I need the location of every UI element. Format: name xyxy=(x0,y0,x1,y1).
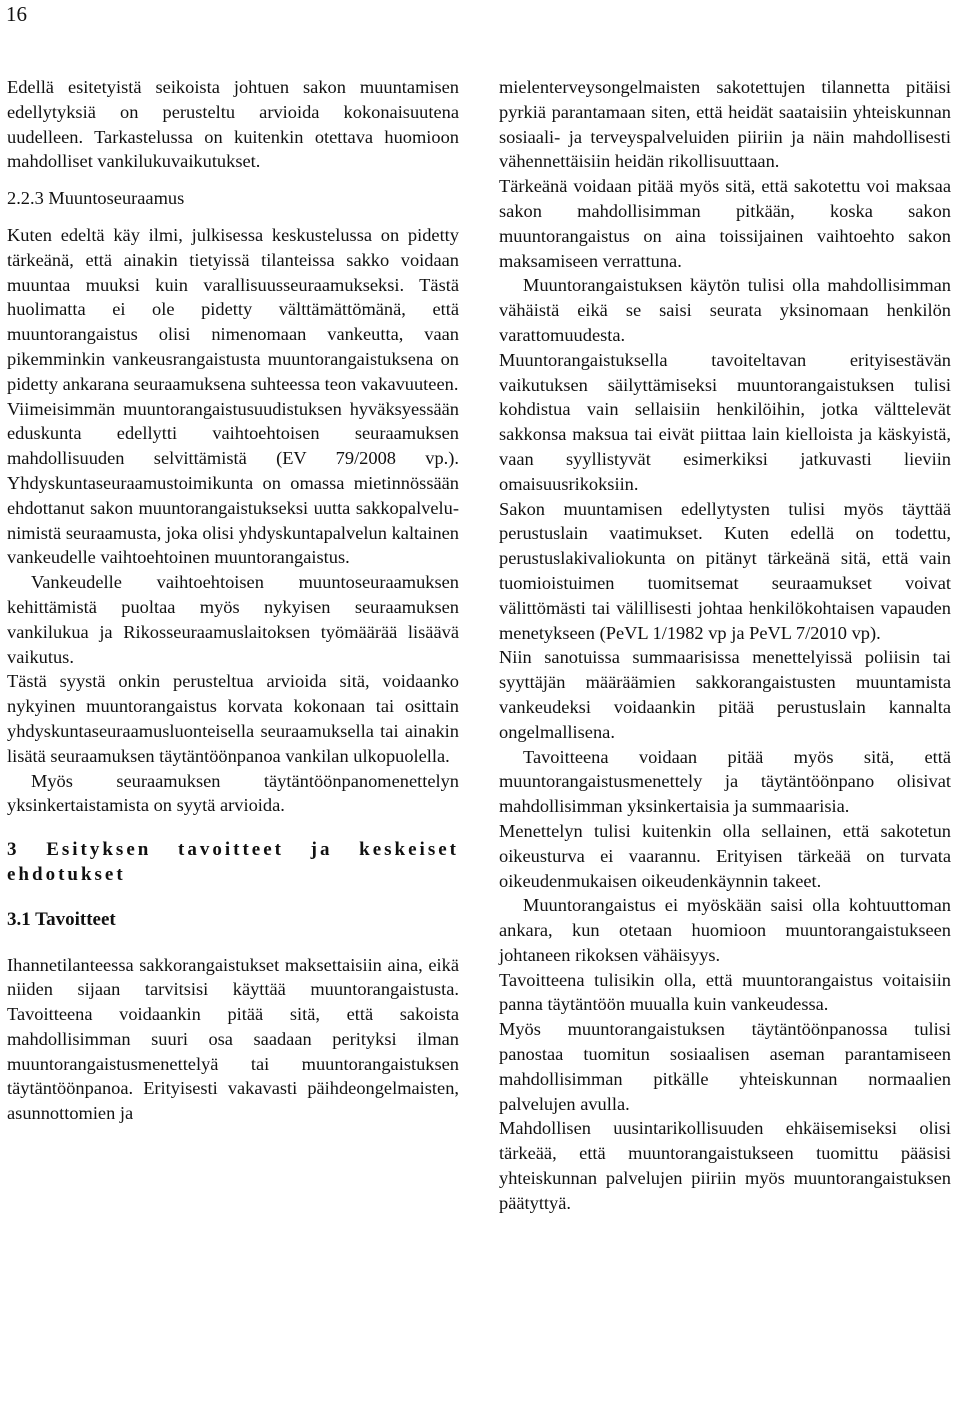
body-paragraph: Menettelyn tulisi kuitenkin olla sellainen, että sakotetun oikeusturva ei vaarannu. Erityisen tärkeää on turvata oikeudenmukaisen oikeudenkäynnin takeet. xyxy=(499,820,951,891)
body-paragraph: Tavoitteena voidaan pitää myös sitä, että muuntorangaistusmenettely ja täytäntöönpano olisivat mahdollisimman yksinkertaisia ja summaarisia. xyxy=(499,746,951,817)
left-column xyxy=(7,75,459,1126)
section-heading-3: 3 Esityksen tavoitteet ja keskeiset ehdotukset xyxy=(7,839,459,885)
body-paragraph: Mahdollisen uusintarikollisuuden ehkäisemiseksi olisi tärkeää, että muuntorangaistukseen tuomittu pääsisi yhteiskunnan palvelujen piiriin myös muuntorangaistuksen päätyttyä. xyxy=(499,1118,951,1213)
body-paragraph: Tästä syystä onkin perusteltua arvioida sitä, voidaanko nykyinen muuntorangaistus korvata kokonaan tai osittain yhdyskuntaseuraamusluonteisella seuraamuksella tai ainakin lisätä seuraamuksen täytäntöönpanoa vankilan ulkopuolella. xyxy=(7,671,459,766)
body-paragraph: Vankeudelle vaihtoehtoisen muuntoseuraamuksen kehittämistä puoltaa myös nykyisen seuraamuksen vankilukua ja Rikosseuraamuslaitoksen työmäärää lisäävä vaikutus. xyxy=(7,572,459,667)
body-paragraph: Myös seuraamuksen täytäntöönpanomenettelyn yksinkertaistamista on syytä arvioida. xyxy=(7,770,459,816)
right-column xyxy=(499,75,951,1216)
body-paragraph: Viimeisimmän muuntorangaistusuudistuksen hyväksyessään eduskunta edellytti vaihtoehtoisen seuraamuksen mahdollisuuden selvittämistä (EV 79/2008 vp.). Yhdyskuntaseuraamustoimikunta on omassa mietinnössään ehdottanut sakon muuntorangaistukseksi uutta sakkopalvelu- nimistä seuraamusta, joka olisi yhdyskuntapalvelun kaltainen vankeudelle vaihtoehtoinen muuntorangaistus. xyxy=(7,398,459,568)
body-paragraph: Ihannetilanteessa sakkorangaistukset maksettaisiin aina, eikä niiden sijaan tarvitsisi käyttää muuntorangaistusta. Tavoitteena voidaankin pitää sitä, että sakoista mahdollisimman suuri osa saadaan perityksi ilman muuntorangaistusmenettelyä tai muuntorangaistuksen täytäntöönpanoa. Erityisesti vakavasti päihdeongelmaisten, asunnottomien ja xyxy=(7,954,459,1124)
body-paragraph: mielenterveysongelmaisten sakotettujen tilannetta pitäisi pyrkiä parantamaan siten, että heidät saataisiin yhteiskunnan sosiaali- ja terveyspalveluiden piiriin ja näin mahdollisesti vähennettäisiin heidän rikollisuuttaan. xyxy=(499,77,951,172)
page-number: 16 xyxy=(6,2,27,26)
body-paragraph: Tärkeänä voidaan pitää myös sitä, että sakotettu voi maksaa sakon mahdollisimman pitkään, koska sakon muuntorangaistus on aina toissijainen vaihtoehto sakon maksamiseen verrattuna. xyxy=(499,176,951,271)
body-paragraph: Muuntorangaistuksella tavoiteltavan erityisestävän vaikutuksen säilyttämiseksi muuntorangaistuksen tulisi kohdistua vain sellaisiin henkilöihin, jotka välttelevät sakkonsa maksua tai eivät piittaa lain kielloista ja käskyistä, vaan syyllistyvät esimerkiksi jatkuvasti lieviin omaisuusrikoksiin. xyxy=(499,349,951,494)
subsection-heading-3-1: 3.1 Tavoitteet xyxy=(7,908,116,930)
body-paragraph: Muuntorangaistus ei myöskään saisi olla kohtuuttoman ankara, kun otetaan huomioon muuntorangaistukseen johtaneen rikoksen vähäisyys. xyxy=(499,895,951,965)
body-paragraph: Myös muuntorangaistuksen täytäntöönpanossa tulisi panostaa tuomitun sosiaalisen aseman parantamiseen mahdollisimman pitkälle yhteiskunnan normaalien palvelujen avulla. xyxy=(499,1019,951,1114)
body-paragraph: Tavoitteena tulisikin olla, että muuntorangaistus voitaisiin panna täytäntöön muualla kuin vankeudessa. xyxy=(499,969,951,1015)
body-paragraph: Sakon muuntamisen edellytysten tulisi myös täyttää perustuslain vaatimukset. Kuten edellä on todettu, perustuslakivaliokunta on pitänyt tärkeänä sitä, että vain tuomioistuimen tuomitsemat seuraamukset voivat välittömästi tai välillisesti johtaa henkilökohtaisen vapauden menetykseen (PeVL 1/1982 vp ja PeVL 7/2010 vp). xyxy=(499,498,951,643)
subsection-heading-2-2-3: 2.2.3 Muuntoseuraamus xyxy=(7,188,185,209)
body-paragraph: Muuntorangaistuksen käytön tulisi olla mahdollisimman vähäistä eikä se saisi seurata yksinomaan henkilön varattomuudesta. xyxy=(499,275,951,345)
body-paragraph: Niin sanotuissa summaarisissa menettelyissä poliisin tai syyttäjän määräämien sakkorangaistusten muuntamista vankeudeksi voidaankin pitää perustuslain kannalta ongelmallisena. xyxy=(499,647,951,742)
intro-paragraph: Edellä esitetyistä seikoista johtuen sakon muuntamisen edellytyksiä on perusteltu arvioida kokonaisuutena uudelleen. Tarkastelussa on kuitenkin otettava huomioon mahdolliset vankilukuvaikutukset. xyxy=(7,77,459,172)
body-paragraph: Kuten edeltä käy ilmi, julkisessa keskustelussa on pidetty tärkeänä, että ainakin tietyissä tilanteissa sakko voidaan muuntaa muuksi kuin varallisuusseuraamukseksi. Tästä huolimatta ei ole pidetty välttämättömänä, että muuntorangaistus olisi nimenomaan vankeutta, vaan pikemminkin vankeusrangaistusta muuntorangaistuksena on pidetty ankarana seuraamuksena suhteessa teon vakavuuteen. xyxy=(7,224,459,394)
